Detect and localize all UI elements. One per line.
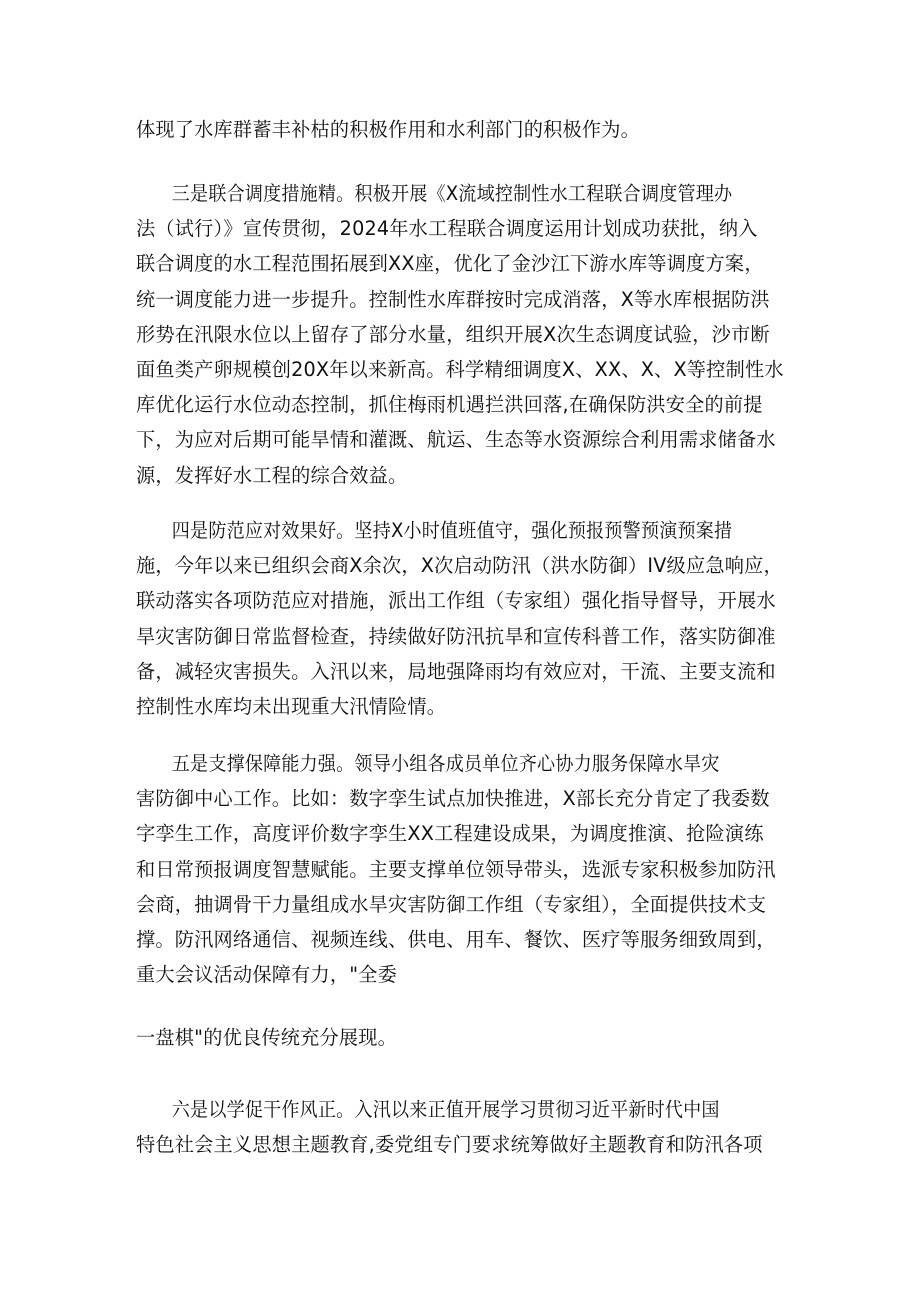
text-line: 和日常预报调度智慧赋能。主要支撑单位领导带头，选派专家积极参加防汛: [136, 857, 776, 881]
text-line: 备，减轻灾害损失。入汛以来，局地强降雨均有效应对，干流、主要支流和: [136, 659, 776, 683]
text-line: 源，发挥好水工程的综合效益。: [136, 463, 408, 487]
text-line: 特色社会主义思想主题教育,委党组专门要求统筹做好主题教育和防汛各项: [136, 1133, 763, 1157]
text-line: 法（试行）》宣传贯彻，2024年水工程联合调度运用计划成功获批，纳入: [136, 217, 758, 241]
paragraph-continuation: [136, 112, 796, 147]
text-line: 害防御中心工作。比如：数字孪生试点加快推进，X部长充分肯定了我委数: [136, 787, 770, 811]
text-line: 五是支撑保障能力强。领导小组各成员单位齐心协力服务保障水旱灾: [171, 752, 720, 775]
text-line: 统一调度能力进一步提升。控制性水库群按时完成消落，X等水库根据防洪: [136, 287, 770, 311]
text-line: 旱灾害防御日常监督检查，持续做好防汛抗旱和宣传科普工作，落实防御准: [136, 624, 776, 648]
text-line: 三是联合调度措施精。积极开展《X流域控制性水工程联合调度管理办: [171, 182, 733, 205]
text-line: 联动落实各项防范应对措施，派出工作组（专家组）强化指导督导，开展水: [136, 589, 776, 613]
text-line: 撑。防汛网络通信、视频连线、供电、用车、餐饮、医疗等服务细致周到，: [136, 928, 776, 952]
text-line: 会商，抽调骨干力量组成水旱灾害防御工作组（专家组），全面提供技术支: [136, 892, 767, 916]
paragraph-prevention-response: [136, 513, 796, 724]
text-line: 库优化运行水位动态控制，抓住梅雨机遇拦洪回落,在确保防洪安全的前提: [136, 393, 763, 417]
text-line: 一盘棋"的优良传统充分展现。: [136, 1026, 398, 1049]
text-line: 四是防范应对效果好。坚持X小时值班值守，强化预报预警预演预案措: [171, 519, 733, 542]
text-line: 面鱼类产卵规模创20X年以来新高。科学精细调度X、XX、X、X等控制性水: [136, 358, 784, 382]
text-line: 体现了水库群蓄丰补枯的积极作用和水利部门的积极作为。: [136, 118, 641, 141]
paragraph-work-style: [136, 1092, 796, 1162]
paragraph-continuation: [136, 1020, 796, 1055]
paragraph-joint-dispatch: [136, 176, 796, 493]
text-line: 重大会议活动保障有力，"全委: [136, 963, 398, 987]
text-line: 联合调度的水工程范围拓展到XX座，优化了金沙江下游水库等调度方案，: [136, 252, 764, 276]
text-line: 形势在汛限水位以上留存了部分水量，组织开展X次生态调度试验，沙市断: [136, 322, 770, 346]
text-line: 字孪生工作，高度评价数字孪生XX工程建设成果，为调度推演、抢险演练: [136, 822, 764, 846]
text-line: 六是以学促干作风正。入汛以来正值开展学习贯彻习近平新时代中国: [171, 1098, 720, 1121]
paragraph-support-capacity: [136, 746, 796, 992]
text-line: 控制性水库均未出现重大汛情险情。: [136, 695, 447, 719]
text-line: 施，今年以来已组织会商X余次，X次启动防汛（洪水防御）IV级应急响应，: [136, 554, 783, 578]
text-line: 下，为应对后期可能旱情和灌溉、航运、生态等水资源综合利用需求储备水: [136, 428, 776, 452]
